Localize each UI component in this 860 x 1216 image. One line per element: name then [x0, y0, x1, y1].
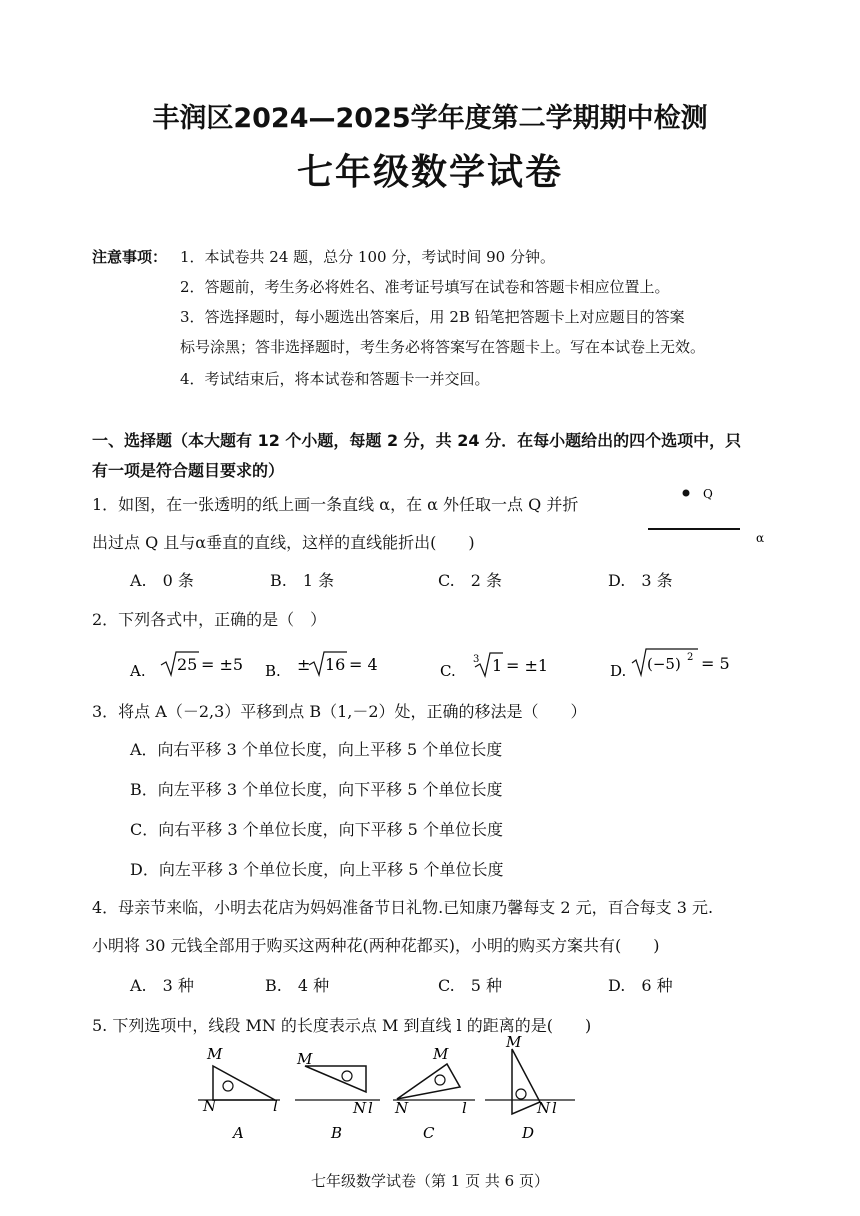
option-a: A. 3 种	[130, 976, 194, 995]
label-n: N	[537, 1099, 551, 1117]
option-b-label: B.	[265, 662, 281, 680]
label-m: M	[506, 1033, 522, 1051]
radicand: 25	[177, 655, 198, 674]
plus-minus: ±	[297, 655, 311, 674]
radicand: 16	[325, 655, 346, 674]
option-b: B．向左平移 3 个单位长度，向下平移 5 个单位长度	[130, 780, 503, 799]
exponent: 2	[687, 652, 694, 663]
question-2-options	[125, 645, 805, 687]
label-l: l	[273, 1097, 278, 1115]
figure-c	[393, 1045, 475, 1142]
option-d: D. 6 种	[608, 976, 673, 995]
root-index: 3	[473, 654, 480, 665]
option-b: B. 1 条	[270, 571, 335, 590]
exam-header-title: 丰润区2024—2025学年度第二学期期中检测	[152, 103, 708, 134]
exam-subtitle: 七年级数学试卷	[296, 152, 563, 193]
option-d: D. 3 条	[608, 571, 673, 590]
label-m: M	[207, 1045, 223, 1063]
page-footer: 七年级数学试卷（第 1 页 共 6 页）	[311, 1172, 549, 1190]
label-l: l	[552, 1099, 557, 1117]
question-1-figure	[640, 482, 780, 552]
note-item: 标号涂黑；答非选择题时，考生务必将答案写在答题卡上。写在本试卷上无效。	[180, 338, 706, 356]
question-1-stem: 1．如图，在一张透明的纸上画一条直线 α，在 α 外任取一点 Q 并折	[92, 495, 579, 514]
option-d-label: D.	[610, 662, 627, 680]
radicand: (−5)	[647, 655, 681, 673]
line-alpha-label: α	[756, 531, 765, 545]
label-l: l	[368, 1099, 373, 1117]
notes-label: 注意事项：	[92, 248, 168, 266]
radicand: 1	[492, 656, 503, 675]
section-heading-cont: 有一项是符合题目要求的）	[92, 461, 285, 480]
figure-label: C	[423, 1124, 435, 1142]
option-c: C. 5 种	[438, 976, 503, 995]
equation-rhs: = ±5	[201, 655, 244, 674]
question-1-stem-cont: 出过点 Q 且与α垂直的直线，这样的直线能折出( )	[92, 533, 475, 552]
section-heading: 一、选择题（本大题有 12 个小题，每题 2 分，共 24 分．在每小题给出的四个选项中，只	[92, 431, 742, 450]
option-d: D．向左平移 3 个单位长度，向上平移 5 个单位长度	[130, 860, 504, 879]
figure-label: D	[522, 1124, 535, 1142]
equation-rhs: = 5	[701, 654, 730, 673]
question-5-figure	[190, 1032, 580, 1144]
point-q-label: Q	[703, 487, 713, 501]
option-a-label: A.	[130, 662, 146, 680]
equation-rhs: = 4	[349, 655, 378, 674]
note-item: 3．答选择题时，每小题选出答案后，用 2B 铅笔把答题卡上对应题目的答案	[180, 308, 685, 326]
question-5-stem: 5. 下列选项中，线段 MN 的长度表示点 M 到直线 l 的距离的是( )	[92, 1016, 592, 1035]
label-n: N	[395, 1099, 409, 1117]
figure-a	[198, 1045, 280, 1142]
note-item: 2．答题前，考生务必将姓名、准考证号填写在试卷和答题卡相应位置上。	[180, 278, 670, 296]
note-item: 4．考试结束后，将本试卷和答题卡一并交回。	[180, 370, 490, 388]
question-4-stem-cont: 小明将 30 元钱全部用于购买这两种花(两种花都买)，小明的购买方案共有( )	[92, 936, 660, 955]
figure-d	[485, 1033, 575, 1142]
option-a: A．向右平移 3 个单位长度，向上平移 5 个单位长度	[130, 740, 503, 759]
option-c: C．向右平移 3 个单位长度，向下平移 5 个单位长度	[130, 820, 503, 839]
option-c: C. 2 条	[438, 571, 503, 590]
note-item: 1．本试卷共 24 题，总分 100 分，考试时间 90 分钟。	[180, 248, 555, 266]
label-l: l	[462, 1099, 467, 1117]
option-c-label: C.	[440, 662, 456, 680]
question-3-stem: 3．将点 A（－2,3）平移到点 B（1,－2）处，正确的移法是（ ）	[92, 702, 587, 721]
point-q-dot	[683, 490, 690, 497]
option-b: B. 4 种	[265, 976, 330, 995]
label-m: M	[433, 1045, 449, 1063]
figure-label: B	[331, 1124, 343, 1142]
label-n: N	[353, 1099, 367, 1117]
question-2-stem: 2．下列各式中，正确的是（ ）	[92, 610, 327, 629]
figure-b	[295, 1050, 380, 1142]
figure-label: A	[233, 1124, 244, 1142]
option-a: A. 0 条	[130, 571, 194, 590]
equation-rhs: = ±1	[506, 656, 549, 675]
label-m: M	[297, 1050, 313, 1068]
question-4-stem: 4．母亲节来临，小明去花店为妈妈准备节日礼物.已知康乃馨每支 2 元，百合每支 3 元.	[92, 898, 714, 917]
label-n: N	[203, 1097, 217, 1115]
